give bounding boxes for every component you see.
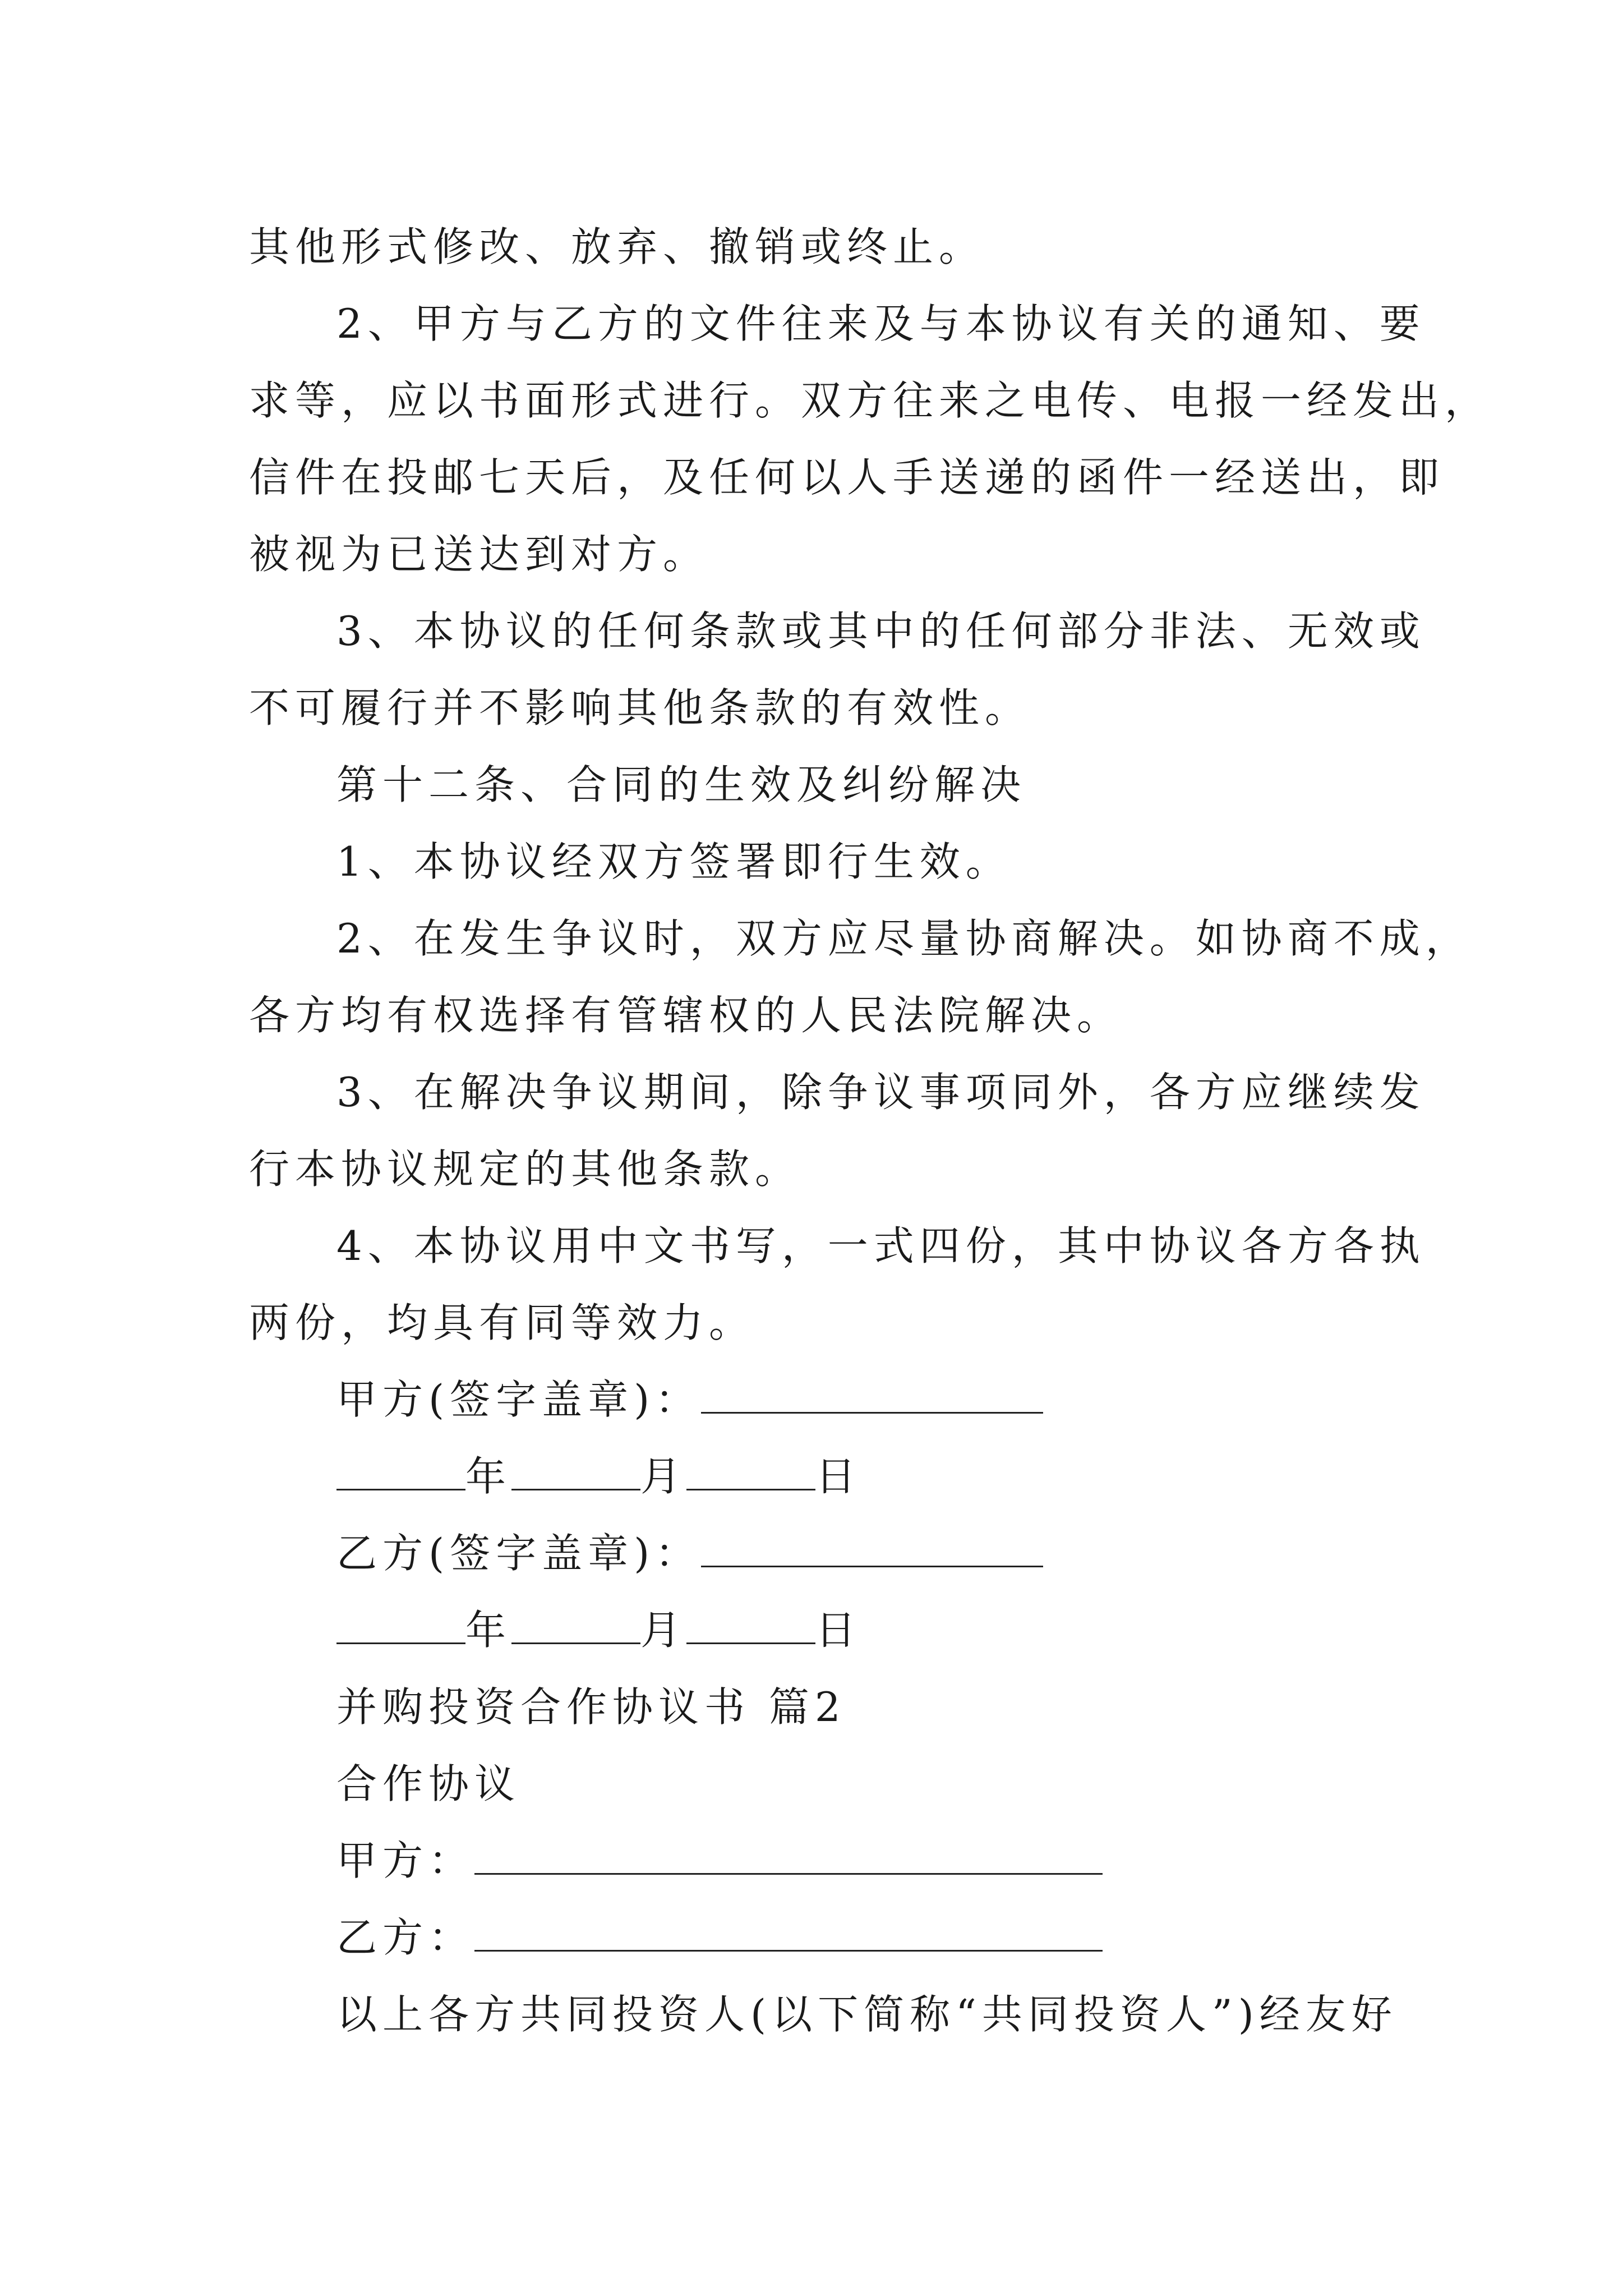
text-line: 其他形式修改、放弃、撤销或终止。 <box>249 223 985 270</box>
month-label: 月 <box>640 1453 687 1500</box>
party-a-signature-row <box>249 1361 1393 1438</box>
party-b-blank[interactable] <box>474 1914 1103 1952</box>
text-line: 行本协议规定的其他条款。 <box>249 1145 801 1193</box>
text-line: 4、本协议用中文书写，一式四份，其中协议各方各执 <box>336 1222 1426 1269</box>
month-blank[interactable] <box>511 1607 640 1644</box>
day-label: 日 <box>815 1607 862 1654</box>
party-b-signature-blank[interactable] <box>701 1530 1043 1567</box>
article-heading: 第十二条、合同的生效及纠纷解决 <box>336 761 1027 808</box>
party-a-row <box>249 1823 1393 1899</box>
section-heading: 并购投资合作协议书 篇2 <box>336 1683 846 1731</box>
day-label: 日 <box>815 1453 862 1500</box>
text-line: 各方均有权选择有管辖权的人民法院解决。 <box>249 992 1123 1039</box>
party-a-signature-label: 甲方(签字盖章)： <box>336 1376 702 1423</box>
year-label: 年 <box>465 1453 512 1500</box>
party-b-row <box>249 1899 1393 1976</box>
party-a-date-row <box>249 1438 1393 1515</box>
text-line: 不可履行并不影响其他条款的有效性。 <box>249 684 1031 731</box>
party-a-blank[interactable] <box>474 1837 1103 1875</box>
month-label: 月 <box>640 1607 687 1654</box>
text-line: 信件在投邮七天后，及任何以人手送递的函件一经送出，即 <box>249 454 1445 501</box>
text-line: 2、甲方与乙方的文件往来及与本协议有关的通知、要 <box>336 300 1426 347</box>
text-line: 被视为已送达到对方。 <box>249 531 709 578</box>
party-b-date-row <box>249 1592 1393 1669</box>
text-line: 3、本协议的任何条款或其中的任何部分非法、无效或 <box>336 608 1426 655</box>
text-line: 以上各方共同投资人(以下简称“共同投资人”)经友好 <box>336 1991 1398 2038</box>
text-line: 2、在发生争议时，双方应尽量协商解决。如协商不成， <box>336 915 1472 962</box>
document-body <box>249 209 1491 2053</box>
section-subheading: 合作协议 <box>336 1760 521 1807</box>
day-blank[interactable] <box>686 1607 815 1644</box>
year-label: 年 <box>465 1607 512 1654</box>
party-a-signature-blank[interactable] <box>701 1376 1043 1414</box>
text-line: 1、本协议经双方签署即行生效。 <box>336 838 1012 885</box>
year-blank[interactable] <box>336 1607 465 1644</box>
party-b-label: 乙方： <box>336 1914 475 1961</box>
party-b-signature-label: 乙方(签字盖章)： <box>336 1530 702 1577</box>
party-a-label: 甲方： <box>336 1837 475 1884</box>
text-line: 3、在解决争议期间，除争议事项同外，各方应继续发 <box>336 1069 1426 1116</box>
day-blank[interactable] <box>686 1453 815 1490</box>
party-b-signature-row <box>249 1515 1393 1592</box>
month-blank[interactable] <box>511 1453 640 1490</box>
text-line: 两份，均具有同等效力。 <box>249 1299 755 1346</box>
text-line: 求等，应以书面形式进行。双方往来之电传、电报一经发出， <box>249 377 1491 424</box>
year-blank[interactable] <box>336 1453 465 1490</box>
